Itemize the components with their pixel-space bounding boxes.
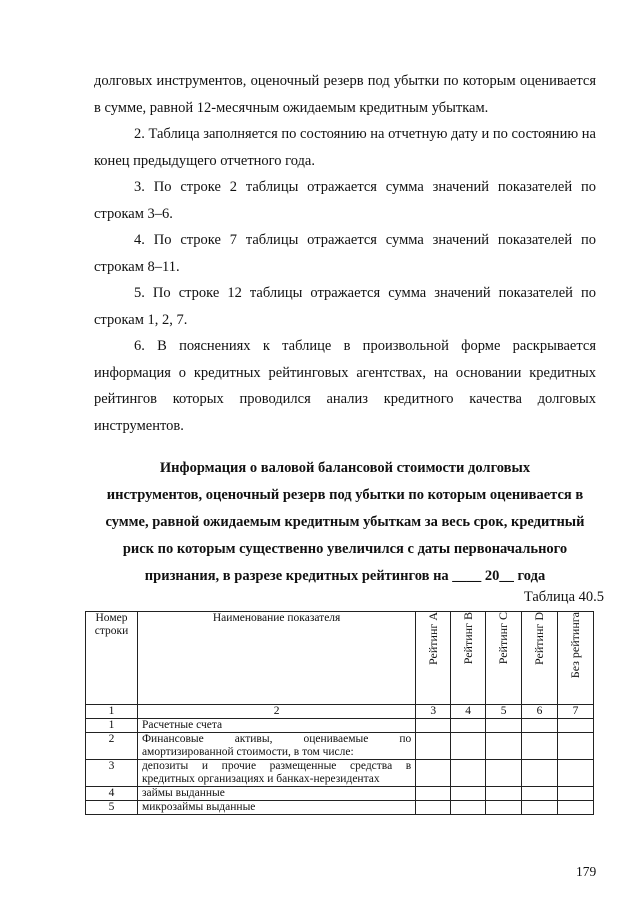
column-number: 5 [486,705,522,719]
header-rating-c-label: Рейтинг C [496,612,511,665]
cell [558,733,594,760]
cell [416,801,451,815]
row-number: 2 [86,733,138,760]
paragraph-6: 6. В пояснениях к таблице в произвольной форме раскрывается информация о кредитных рейтинговых агентствах, на основании кредитных рейтингов которых проводился анализ кредитного качества долговых инструментов. [94,338,596,434]
header-indicator: Наименование показателя [137,612,415,705]
table-row [86,719,594,733]
page-number: 179 [576,864,597,879]
table-row [86,787,594,801]
cell [451,801,486,815]
cell [451,760,486,787]
header-rating-b [451,612,486,705]
cell [558,787,594,801]
column-number: 4 [451,705,486,719]
column-number: 3 [416,705,451,719]
header-rating-a [416,612,451,705]
table-row [86,801,594,815]
header-rating-a-label: Рейтинг A [425,612,440,665]
row-number: 4 [86,787,138,801]
table-row [86,733,594,760]
row-number: 5 [86,801,138,815]
cell [416,733,451,760]
cell [522,787,558,801]
row-name: займы выданные [137,787,415,801]
row-name: депозиты и прочие размещенные средства в кредитных организациях и банках-нерезидентах [137,760,415,787]
table-title-line: Информация о валовой балансовой стоимости долговых [159,460,531,476]
header-rating-d-label: Рейтинг D [532,612,547,665]
table-title-line: риск по которым существенно увеличился с даты первоначального [122,541,568,557]
row-name: Расчетные счета [137,719,415,733]
table-title-line: признания, в разрезе кредитных рейтингов на ____ 20__ года [144,568,546,584]
table-header-row [86,612,594,705]
data-table [85,611,594,815]
cell [522,733,558,760]
row-number: 1 [86,719,138,733]
table-number: Таблица 40.5 [523,589,604,605]
column-number: 1 [86,705,138,719]
cell [486,801,522,815]
header-no-rating [558,612,594,705]
header-rating-d [522,612,558,705]
cell [558,760,594,787]
cell [558,801,594,815]
table-row [86,760,594,787]
cell [522,760,558,787]
cell [486,787,522,801]
table-title [80,455,610,590]
paragraph-2: 2. Таблица заполняется по состоянию на отчетную дату и по состоянию на конец предыдущего отчетного года. [94,126,596,169]
paragraph-continuation: долговых инструментов, оценочный резерв под убытки по которым оценивается в сумме, равной 12-месячным ожидаемым кредитным убыткам. [94,73,596,116]
paragraph-5: 5. По строке 12 таблицы отражается сумма значений показателей по строкам 1, 2, 7. [94,285,596,328]
header-rating-b-label: Рейтинг B [460,612,475,665]
cell [416,760,451,787]
header-rating-c [486,612,522,705]
row-number: 3 [86,760,138,787]
cell [451,733,486,760]
header-row-number: Номер строки [86,612,138,705]
cell [486,733,522,760]
cell [451,719,486,733]
cell [522,801,558,815]
cell [451,787,486,801]
column-number-row [86,705,594,719]
column-number: 7 [558,705,594,719]
cell [486,760,522,787]
cell [558,719,594,733]
cell [416,787,451,801]
cell [486,719,522,733]
table-title-line: инструментов, оценочный резерв под убытки по которым оценивается в [106,487,584,503]
column-number: 2 [137,705,415,719]
cell [416,719,451,733]
column-number: 6 [522,705,558,719]
paragraph-4: 4. По строке 7 таблицы отражается сумма значений показателей по строкам 8–11. [94,232,596,275]
paragraph-3: 3. По строке 2 таблицы отражается сумма значений показателей по строкам 3–6. [94,179,596,222]
row-name: Финансовые активы, оцениваемые по амортизированной стоимости, в том числе: [137,733,415,760]
row-name: микрозаймы выданные [137,801,415,815]
cell [522,719,558,733]
table-title-line: сумме, равной ожидаемым кредитным убыткам за весь срок, кредитный [105,514,585,530]
header-no-rating-label: Без рейтинга [568,612,582,679]
